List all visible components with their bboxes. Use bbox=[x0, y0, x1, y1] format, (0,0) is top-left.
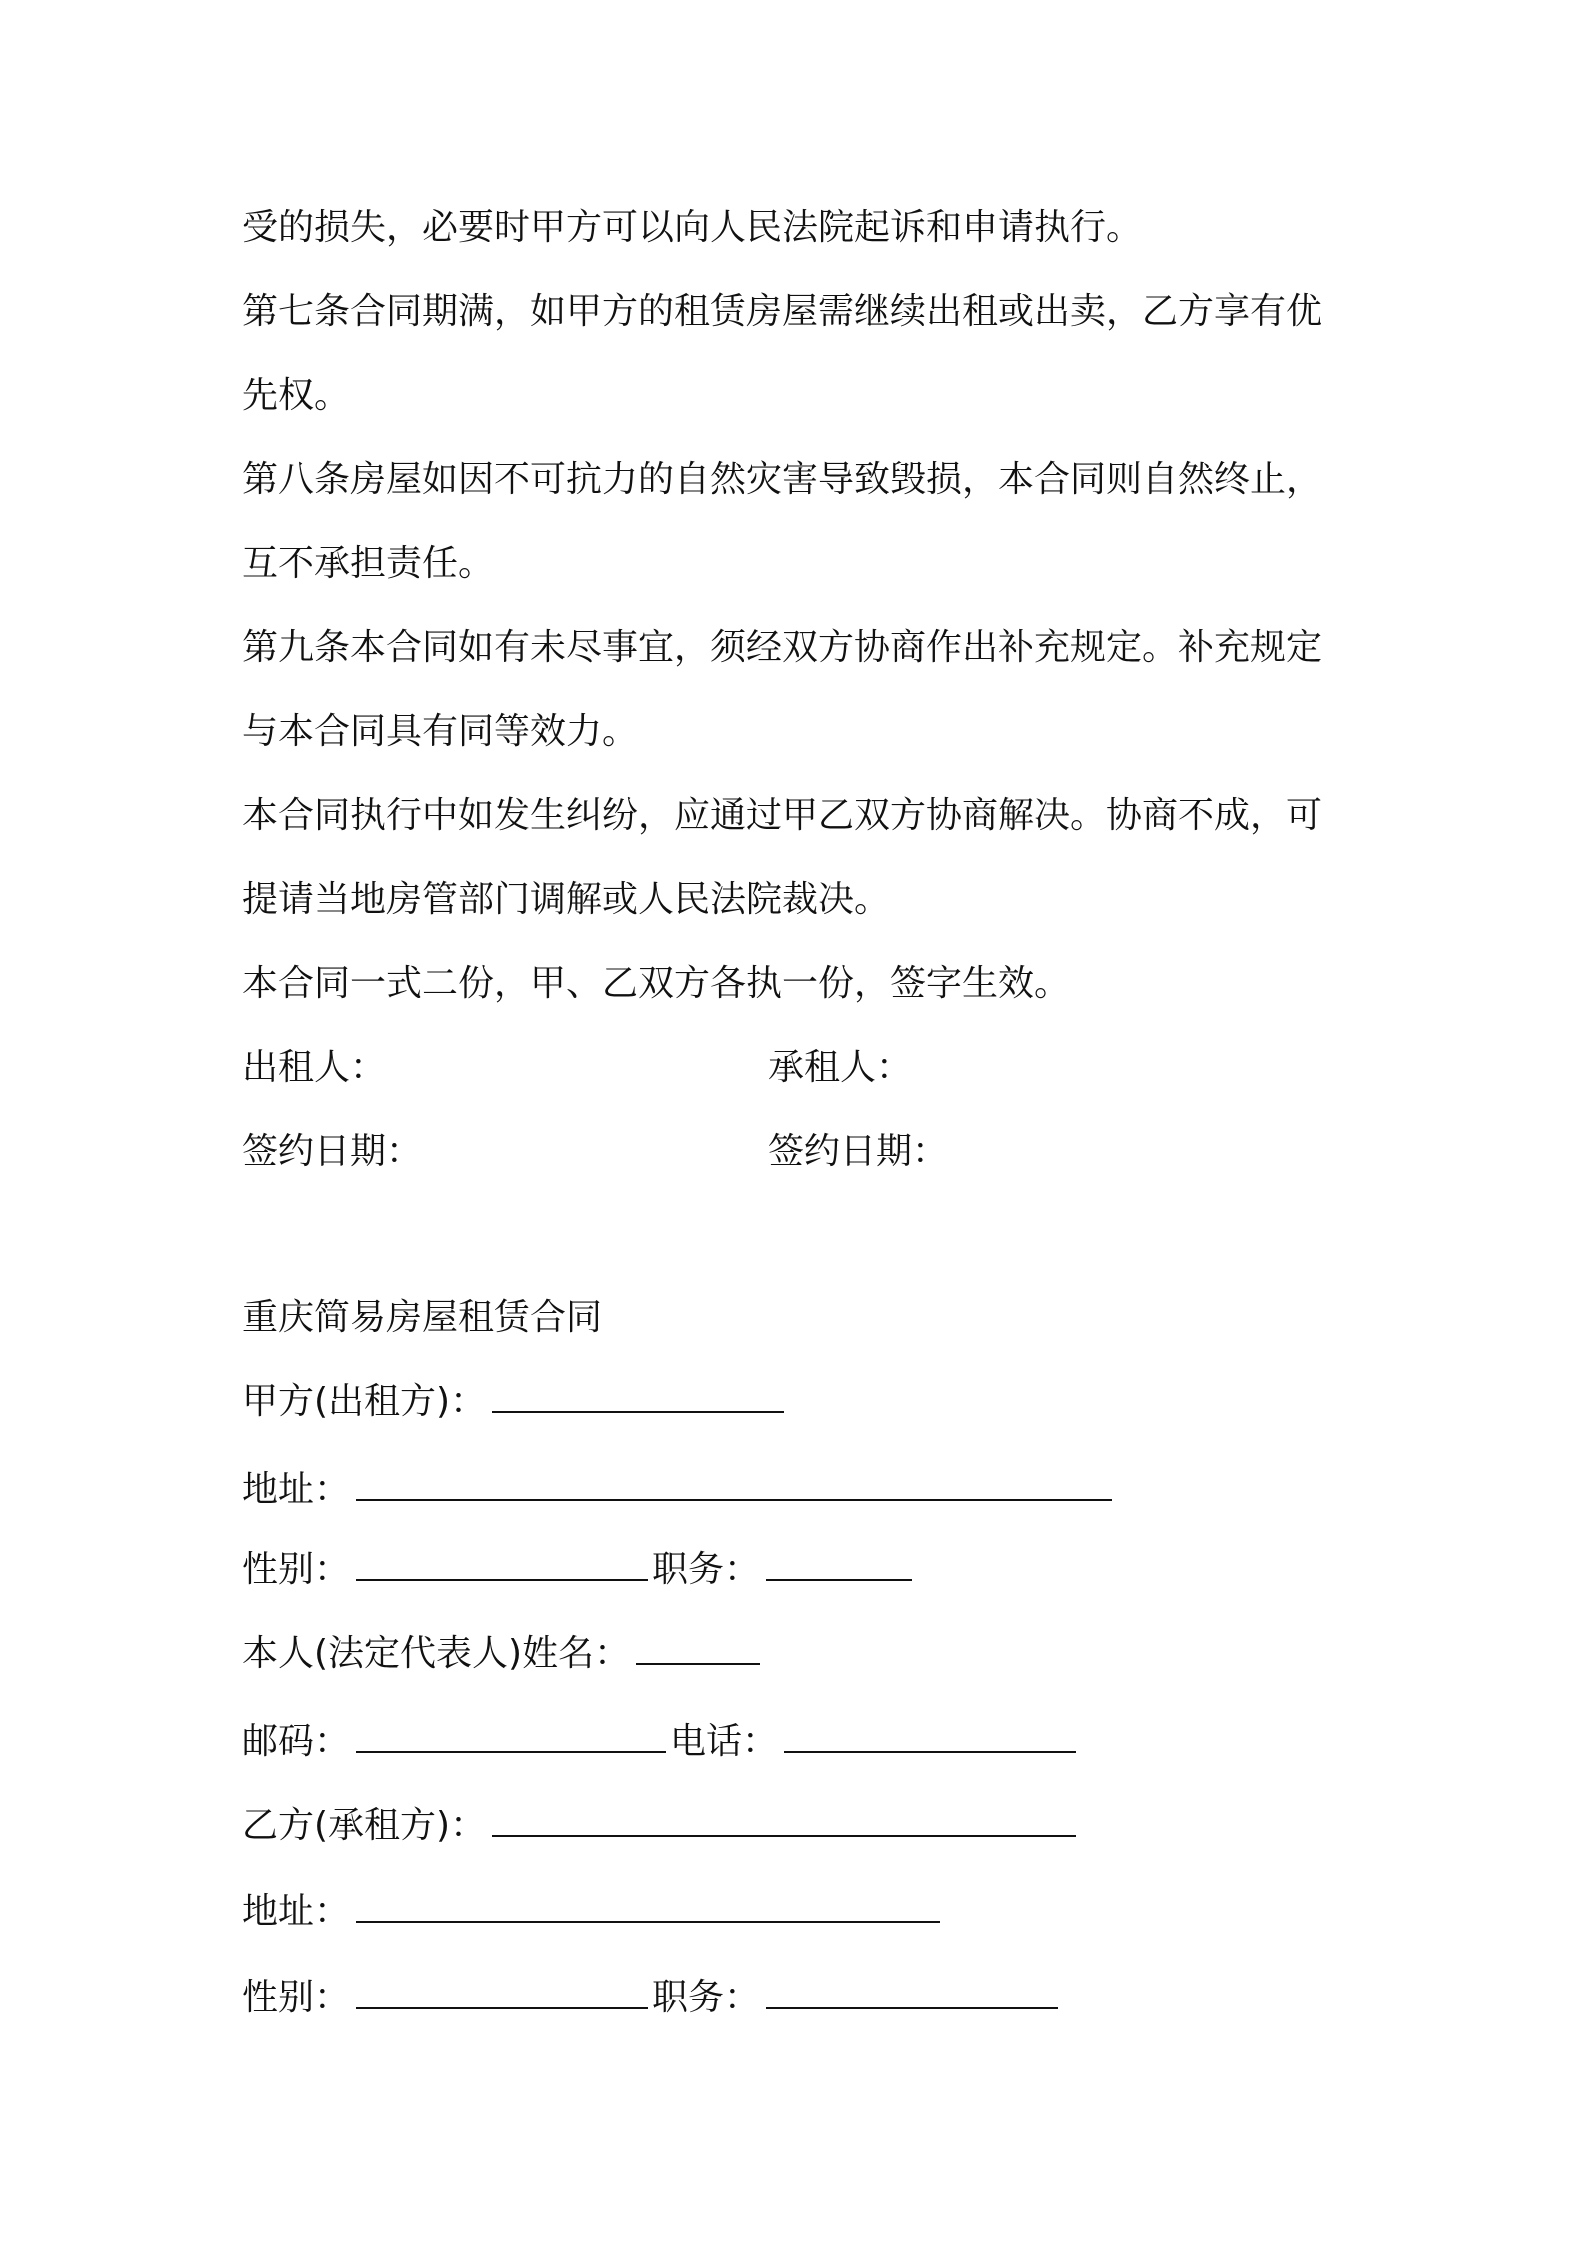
representative-label: 本人(法定代表人)姓名： bbox=[242, 1633, 631, 1674]
gender-b-label: 性别： bbox=[242, 1977, 351, 2018]
gender-position-a-row bbox=[242, 1548, 916, 1592]
party-a-row bbox=[242, 1380, 788, 1424]
position-b-blank[interactable] bbox=[766, 1977, 1058, 2009]
lessee-sign-date-label: 签约日期： bbox=[768, 1131, 949, 1172]
postcode-phone-row bbox=[242, 1720, 1080, 1764]
party-b-label: 乙方(承租方)： bbox=[242, 1805, 487, 1846]
paragraph-line: 本合同执行中如发生纠纷，应通过甲乙双方协商解决。协商不成，可 bbox=[242, 795, 1323, 836]
lessor-sign-date-label: 签约日期： bbox=[242, 1131, 423, 1172]
phone-label: 电话： bbox=[670, 1721, 779, 1762]
paragraph-line: 受的损失，必要时甲方可以向人民法院起诉和申请执行。 bbox=[242, 207, 1143, 248]
paragraph-line: 提请当地房管部门调解或人民法院裁决。 bbox=[242, 879, 891, 920]
address-a-blank[interactable] bbox=[356, 1469, 1112, 1501]
address-b-blank[interactable] bbox=[356, 1891, 940, 1923]
paragraph-line: 第八条房屋如因不可抗力的自然灾害导致毁损，本合同则自然终止， bbox=[242, 459, 1323, 500]
address-b-row bbox=[242, 1890, 944, 1934]
postcode-label: 邮码： bbox=[242, 1721, 351, 1762]
gender-position-b-row bbox=[242, 1976, 1062, 2020]
gender-a-label: 性别： bbox=[242, 1549, 351, 1590]
paragraph-line: 与本合同具有同等效力。 bbox=[242, 711, 639, 752]
representative-row bbox=[242, 1632, 764, 1676]
paragraph-line: 第九条本合同如有未尽事宜，须经双方协商作出补充规定。补充规定 bbox=[242, 627, 1323, 668]
gender-b-blank[interactable] bbox=[356, 1977, 648, 2009]
gender-a-blank[interactable] bbox=[356, 1549, 648, 1581]
paragraph-line: 第七条合同期满，如甲方的租赁房屋需继续出租或出卖，乙方享有优 bbox=[242, 291, 1323, 332]
paragraph-line: 先权。 bbox=[242, 375, 351, 416]
address-b-label: 地址： bbox=[242, 1891, 351, 1932]
postcode-blank[interactable] bbox=[356, 1721, 666, 1753]
position-a-label: 职务： bbox=[652, 1549, 761, 1590]
party-a-label: 甲方(出租方)： bbox=[242, 1381, 487, 1422]
paragraph-line: 本合同一式二份，甲、乙双方各执一份，签字生效。 bbox=[242, 963, 1071, 1004]
lessor-signature-label: 出租人： bbox=[242, 1047, 387, 1088]
position-a-blank[interactable] bbox=[766, 1549, 912, 1581]
party-b-blank[interactable] bbox=[492, 1805, 1076, 1837]
lessee-signature-label: 承租人： bbox=[768, 1047, 913, 1088]
address-a-label: 地址： bbox=[242, 1469, 351, 1510]
party-b-row bbox=[242, 1804, 1080, 1848]
contract-title: 重庆简易房屋租赁合同 bbox=[242, 1297, 603, 1338]
phone-blank[interactable] bbox=[784, 1721, 1076, 1753]
address-a-row bbox=[242, 1468, 1116, 1512]
party-a-blank[interactable] bbox=[492, 1381, 784, 1413]
representative-blank[interactable] bbox=[636, 1633, 760, 1665]
position-b-label: 职务： bbox=[652, 1977, 761, 2018]
paragraph-line: 互不承担责任。 bbox=[242, 543, 495, 584]
